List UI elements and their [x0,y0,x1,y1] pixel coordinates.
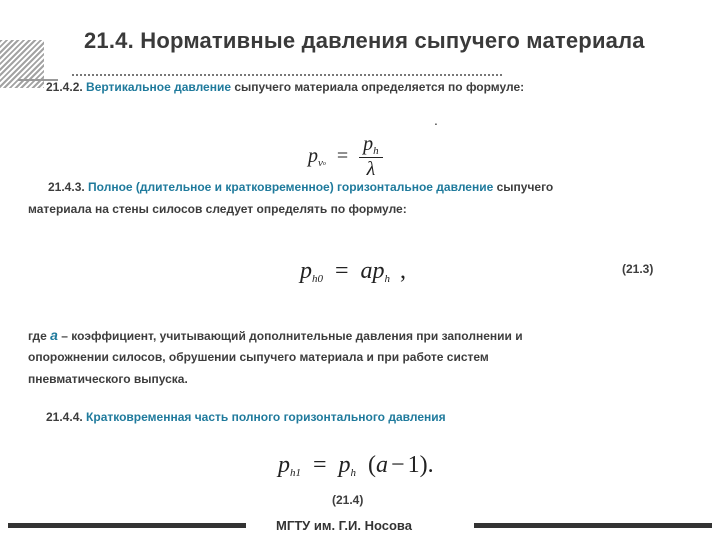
formula-short-term-pressure [278,452,434,479]
formula-vertical-pressure [308,133,383,181]
where-line2: опорожнении силосов, обрушении сыпучего материала и при работе систем [28,350,489,364]
dot-mark: . [434,112,438,128]
section-number: 21.4.3. [48,180,85,194]
fraction-denominator-lambda: λ [366,158,376,180]
highlight-full: Полное [88,180,133,194]
page-title: 21.4. Нормативные давления сыпучего материала [84,28,645,53]
fraction [359,133,383,181]
paren-open: ( [368,452,377,478]
highlight-short-term-part: Кратковременная часть полного горизонтального давления [86,410,446,424]
subscript-h1: h1 [290,467,301,479]
equals-sign: = [336,144,349,167]
coefficient-a: a [360,258,373,284]
subscript-h: h [373,145,379,157]
highlight-vertical-pressure: Вертикальное давление [86,80,232,94]
highlight-horizontal-pressure: (длительное и кратковременное) горизонтальное давление [135,180,494,194]
symbol-p: p [300,258,312,284]
symbol-a: a [50,327,58,343]
equals-sign: = [313,452,327,478]
equation-number-21-4: (21.4) [332,493,364,507]
comma: , [400,258,407,284]
symbol-p: p [278,452,290,478]
number-one: 1 [407,452,420,478]
subscript-h: h [350,467,357,479]
where-line1 [28,324,523,347]
symbol-p: p [338,452,351,478]
equation-number-21-3: (21.3) [622,262,654,276]
where-line3: пневматического выпуска. [28,372,188,386]
subscript-o: o [322,160,326,167]
symbol-p: p [372,258,385,284]
period: . [427,452,434,478]
section-21-4-4 [46,406,446,428]
section-text: сыпучего материала определяется по формуле: [231,80,525,94]
equals-sign: = [335,258,349,284]
section-21-4-3-line1 [48,176,553,198]
formula-lhs [308,145,326,167]
symbol-p: p [308,144,318,167]
section-21-4-3-line2: материала на стены силосов следует определять по формуле: [28,202,407,216]
where-text: – коэффициент, учитывающий дополнительные давления при заполнении и [57,329,523,343]
footer-institution: МГТУ им. Г.И. Носова [276,518,412,533]
paren-close: ) [419,452,428,478]
subscript-v: v [318,156,323,169]
section-text: сыпучего [493,180,554,194]
minus-sign: − [391,452,405,478]
fraction-numerator [359,133,383,158]
symbol-p: p [363,133,374,155]
footer-line-left [8,523,246,528]
formula-full-horizontal-pressure [300,258,406,285]
where-prefix: где [28,329,51,343]
section-number: 21.4.2. [46,80,83,94]
coefficient-a: a [376,452,389,478]
subscript-h0: h0 [312,273,323,285]
section-number: 21.4.4. [46,410,83,424]
section-21-4-2 [46,76,524,98]
subscript-h: h [384,273,391,285]
footer-line-right [474,523,712,528]
